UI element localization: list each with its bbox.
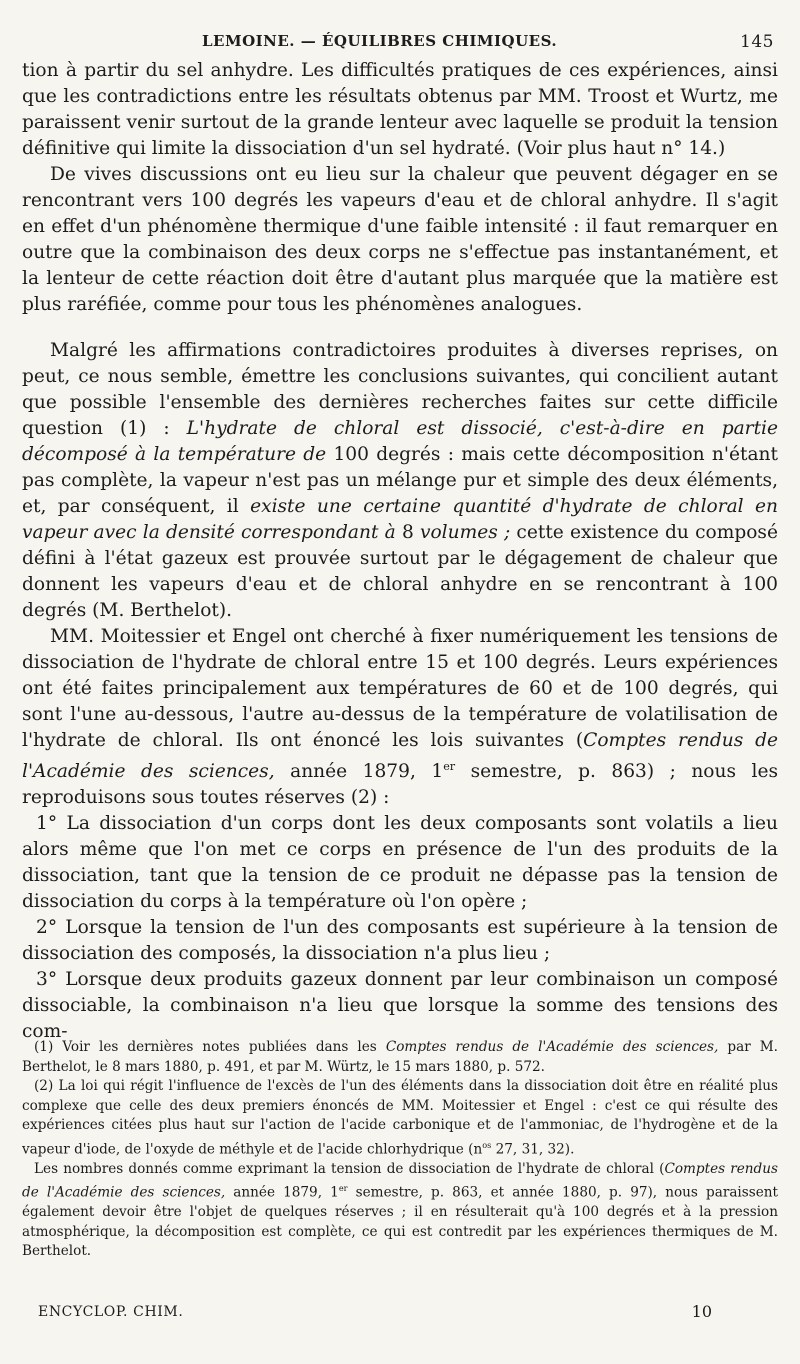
superscript: er [338, 1183, 348, 1194]
paragraph: tion à partir du sel anhydre. Les difficultés pratiques de ces expériences, ainsi que les contradictions entre les résultats obtenus par MM. Troost et Wurtz, me paraissent venir surtout de la grande lenteur avec laquelle se produit la tension définitive qui limite la dissociation d'un sel hydraté. (Voir plus haut n° 14.) [22, 60, 778, 159]
italic-text-run: L'hydrate de chloral est dissocié, c'est-à-dire en partie décomposé à la température de [22, 418, 778, 465]
italic-text-run: Comptes rendus de l'Académie des sciences, [385, 1039, 719, 1055]
italic-text-run: volumes ; [419, 522, 511, 543]
text-run: semestre, p. 863, et année 1880, p. 97), nous paraissent également devoir être l'objet de quelques réserves ; il en résulterait qu'à 100 degrés et à la pression atmosphérique, la décomposition est complète, ce qui est contredit par les expériences thermiques de M. Berthelot. [22, 1184, 778, 1260]
sheet-signature [38, 1302, 762, 1326]
page [22, 30, 778, 1045]
sheet-number: 10 [691, 1302, 712, 1321]
running-title: LEMOINE. — ÉQUILIBRES CHIMIQUES. [202, 32, 558, 50]
footnote-2 [22, 1077, 778, 1160]
text-run: 27, 31, 32). [491, 1141, 575, 1158]
text-run: cette existence du composé défini à l'état gazeux est prouvée surtout par le dégagement de chaleur que donnent les vapeurs d'eau et de chloral anhydre en se rencontrant à 100 degrés (M. Berthelot). [22, 522, 778, 621]
footnote-1 [22, 1038, 778, 1077]
text-run: par M. Berthelot, le 8 mars 1880, p. 491, et par M. Würtz, le 15 mars 1880, p. 572. [22, 1039, 779, 1075]
italic-text-run: Comptes rendus de l'Académie des sciences, [22, 1160, 778, 1201]
numbered-law-1: 1° La dissociation d'un corps dont les deux composants sont volatils a lieu alors même que l'on met ce corps en présence de l'un des produits de la dissociation, tant que la tension de ce produit ne dépasse pas la tension de dissociation du corps à la température où l'on opère ; [22, 813, 778, 913]
text-run: Les nombres donnés comme exprimant la tension de dissociation de l'hydrate de chloral ( [34, 1160, 665, 1177]
numbered-law-2: 2° Lorsque la tension de l'un des composants est supérieure à la tension de dissociation des composés, la dissociation n'a plus lieu ; [22, 917, 778, 965]
paragraph [22, 338, 778, 624]
running-head [22, 30, 778, 58]
text-run: MM. Moitessier et Engel ont cherché à fixer numériquement les tensions de dissociation de l'hydrate de chloral entre 15 et 100 degrés. Leurs expériences ont été faites principalement aux températures de 60 et de 100 degrés, qui sont l'une au-dessous, l'autre au-dessus de la température de volatilisation de l'hydrate de chloral. Ils ont énoncé les lois suivantes ( [22, 626, 778, 751]
numbered-law-3: 3° Lorsque deux produits gazeux donnent par leur combinaison un composé dissociable, la combinaison n'a lieu que lorsque la somme des tensions des com- [22, 969, 778, 1043]
text-run: 100 degrés : mais cette décomposition n'étant pas complète, la vapeur n'est pas un mélange pur et simple des deux éléments, et, par conséquent, il [22, 444, 778, 517]
text-run: 8 [395, 522, 420, 543]
superscript: er [443, 760, 456, 773]
italic-text-run: Comptes rendus de l'Académie des sciences, [22, 730, 778, 783]
footnote-continuation [22, 1160, 778, 1262]
text-run: (1) Voir les dernières notes publiées dans les [34, 1039, 386, 1055]
text-run: semestre, p. 863) ; nous les reproduisons sous toutes réserves (2) : [22, 761, 778, 809]
paragraph [22, 624, 778, 811]
footnotes [22, 1038, 778, 1262]
text-run: année 1879, 1 [225, 1184, 339, 1201]
page-number: 145 [740, 32, 774, 52]
text-run: (2) La loi qui régit l'influence de l'excès de l'un des éléments dans la dissociation doit être en réalité plus complexe que celle des deux premiers énoncés de MM. Moitessier et Engel : c'est ce qui résulte des expériences citées plus haut sur l'action de l'acide carbonique et de l'ammoniac, de l'hydrogène et de la vapeur d'iode, de l'oxyde de méthyle et de l'acide chlorhydrique (n [22, 1078, 778, 1158]
body-text [22, 58, 778, 1045]
text-run: Malgré les affirmations contradictoires produites à diverses reprises, on peut, ce nous semble, émettre les conclusions suivantes, qui concilient autant que possible l'ensemble des dernières recherches faites sur cette difficile question (1) : [22, 340, 778, 439]
text-run: année 1879, 1 [274, 761, 444, 783]
italic-text-run: existe une certaine quantité d'hydrate de chloral en vapeur avec la densité correspondant à [22, 496, 778, 543]
signature-mark: ENCYCLOP. CHIM. [38, 1304, 184, 1320]
paragraph: De vives discussions ont eu lieu sur la chaleur que peuvent dégager en se rencontrant vers 100 degrés les vapeurs d'eau et de chloral anhydre. Il s'agit en effet d'un phénomène thermique d'une faible intensité : il faut remarquer en outre que la combinaison des deux corps ne s'effectue pas instantanément, et la lenteur de cette réaction doit être d'autant plus marquée que la matière est plus raréfiée, comme pour tous les phénomènes analogues. [22, 164, 778, 315]
superscript: os [482, 1139, 492, 1150]
